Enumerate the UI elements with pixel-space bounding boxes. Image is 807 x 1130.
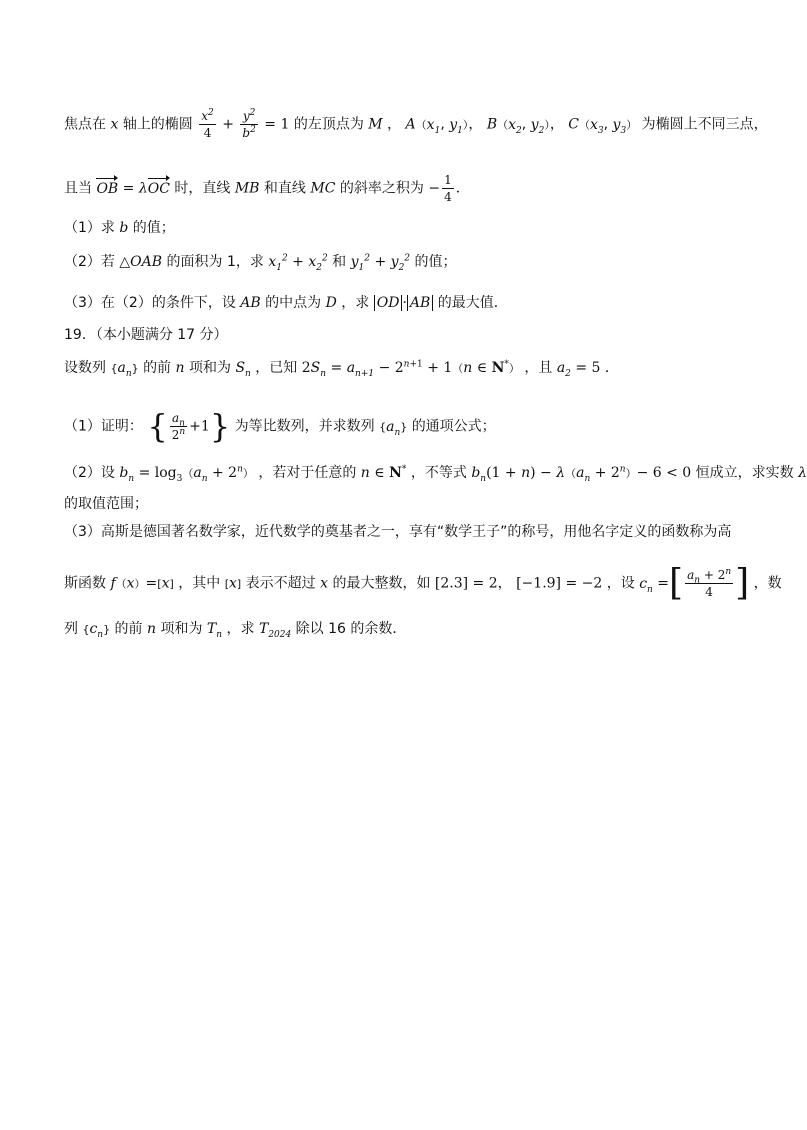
text: 设数列 <box>64 360 106 376</box>
p18-q1: （1）求 b 的值； <box>64 220 175 236</box>
text: 的取值范围； <box>64 496 148 512</box>
p18-q2: （2）若 △OAB 的面积为 1，求 $x_1^2 + x_2^2$ 和 $y_1^2 + y_2^2$ 的值； <box>64 253 457 273</box>
text: 的中点为 <box>265 295 322 311</box>
text: 的最大值． <box>437 295 508 311</box>
text: 且当 <box>64 180 92 197</box>
text: 恒成立，求实数 <box>695 465 794 481</box>
p19-q1: （1）证明： { $\frac{a_n}{2^n}$ +1} 为等比数列，并求数列 $\{a_n\}$ 的通项公式； <box>64 407 496 446</box>
text: 表示不超过 <box>245 575 316 592</box>
text: ，设 <box>606 575 635 592</box>
text: 的通项公式； <box>411 418 496 435</box>
section-heading: 19．（本小题满分 17 分） <box>64 327 228 343</box>
p19-q3-line-2: 斯函数 f（x）=[x] ，其中 [x] 表示不超过 x 的最大整数，如 [2.3] = 2， [−1.9] = −2 ，设 $c_n$ =[ $\frac{a_n + 2^n}{4}$ ] ，数 <box>64 562 782 604</box>
text: 焦点在 <box>64 116 106 133</box>
text: ，且 <box>524 360 553 376</box>
text: 的前 <box>143 360 172 376</box>
text: ，数 <box>753 575 782 592</box>
text: 的左顶点为 <box>293 116 364 133</box>
text: （1）证明： <box>64 418 143 435</box>
text: 的前 <box>114 621 143 637</box>
text: ，不等式 <box>410 465 467 481</box>
text: ，若对于任意的 <box>258 465 357 481</box>
text: （3）在（2）的条件下，设 <box>64 295 236 311</box>
text: 为等比数列，并求数列 <box>234 418 375 435</box>
fraction-x2-4: $\frac{x^2}{4}$ <box>201 108 214 140</box>
text: （3）高斯是德国著名数学家，近代数学的奠基者之一，享有“数学王子”的称号，用他名字定义的函数称为高 <box>64 524 732 540</box>
p19-q3-line-3: 列 $\{c_n\}$ 的前 n 项和为 $T_n$ ，求 $T_{2024}$ 除以 16 的余数． <box>64 621 407 640</box>
text: 时，直线 <box>174 180 231 197</box>
text: 的最大整数，如 <box>332 575 431 592</box>
text: 的斜率之积为 <box>339 180 424 197</box>
p19-line-1: 设数列 $\{a_n\}$ 的前 n 项和为 $S_n$ ，已知 $2S_n = a_{n+1} - 2^{n+1} + 1(n$ ∈ N*） ，且 $a_2 = 5$ ． <box>64 359 619 379</box>
text: 的值； <box>414 254 457 270</box>
text: （2）设 <box>64 465 115 481</box>
text: 为椭圆上不同三点， <box>641 116 768 133</box>
p18-line-1: 焦点在 x 轴上的椭圆 $\frac{x^2}{4}$ + $\frac{y^2}{b^2}$ = 1 的左顶点为 M ， $A(x_1$, $y_1$）， $B(x_2$, $y_2$）， $C(x_3$, $y_3$） 为椭圆上不同三点， <box>64 108 768 140</box>
text: 项和为 <box>160 621 203 637</box>
text: 和 <box>332 254 347 270</box>
p18-line-2: 且当 OB = λOC 时，直线 MB 和直线 MC 的斜率之积为 − $\frac{1}{4}$ ． <box>64 173 470 204</box>
p19-header <box>64 325 760 345</box>
text: ，求 <box>226 621 255 637</box>
text: 列 <box>64 621 78 637</box>
text: 项和为 <box>188 360 231 376</box>
text: 斯函数 <box>64 575 106 592</box>
text: （1）求 <box>64 220 115 236</box>
text: 轴上的椭圆 <box>122 116 193 133</box>
text: 除以 16 的余数． <box>295 621 407 637</box>
text: （2）若 <box>64 254 115 270</box>
text: ，其中 <box>178 575 221 592</box>
text: ，求 <box>341 295 370 311</box>
p19-q3-line-1 <box>64 522 760 542</box>
p19-q2: （2）设 $b_n = \log_3(a_n + 2^n)$ ，若对于任意的 n ∈ N* ，不等式 $b_n(1 + n) - \lambda(a_n + 2^n)- 6 < 0$ 恒成立，求实数 λ <box>64 464 807 484</box>
p18-q3: （3）在（2）的条件下，设 AB 的中点为 D ，求 OD · AB 的最大值． <box>64 295 508 311</box>
p19-q2-cont <box>64 494 760 514</box>
fraction-y2-b2: $\frac{y^2}{b^2}$ <box>242 108 256 140</box>
text: 和直线 <box>263 180 306 197</box>
text: 的值； <box>132 220 175 236</box>
text: 的面积为 1，求 <box>166 254 264 270</box>
text: ，已知 <box>255 360 298 376</box>
